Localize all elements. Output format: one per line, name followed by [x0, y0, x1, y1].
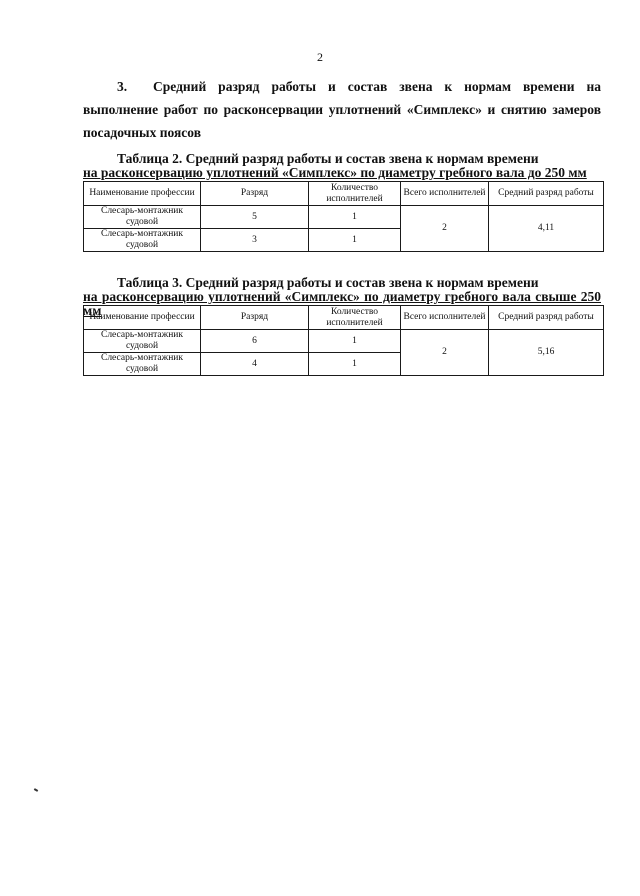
- cell-profession: Слесарь-монтажник судовой: [84, 206, 201, 229]
- cell-rank: 4: [201, 353, 309, 376]
- cell-total: 2: [401, 206, 489, 252]
- cell-count: 1: [309, 206, 401, 229]
- header-count: Количество исполнителей: [309, 306, 401, 330]
- table-2-caption: [83, 152, 601, 180]
- scan-speck: [34, 788, 38, 792]
- header-count: Количество исполнителей: [309, 182, 401, 206]
- table-row: [84, 330, 604, 353]
- cell-count: 1: [309, 229, 401, 252]
- header-rank: Разряд: [201, 306, 309, 330]
- table-2-caption-line2: на расконсервацию уплотнений «Симплекс» по диаметру гребного вала до 250 мм: [83, 165, 587, 180]
- header-rank: Разряд: [201, 182, 309, 206]
- header-profession: Наименование профессии: [84, 306, 201, 330]
- header-total: Всего исполнителей: [401, 182, 489, 206]
- table-3-caption-line1: Таблица 3. Средний разряд работы и состав звена к нормам времени: [117, 275, 539, 290]
- section-number: 3.: [117, 79, 128, 94]
- cell-average: 5,16: [489, 330, 604, 376]
- section-heading: [83, 75, 601, 144]
- table-header-row: [84, 306, 604, 330]
- section-title: Средний разряд работы и состав звена к нормам времени на выполнение работ по расконсервации уплотнений «Симплекс» и снятию замеров посадочных поясов: [83, 79, 601, 140]
- table-2-caption-line1: Таблица 2. Средний разряд работы и состав звена к нормам времени: [117, 151, 539, 166]
- cell-total: 2: [401, 330, 489, 376]
- cell-count: 1: [309, 330, 401, 353]
- table-header-row: [84, 182, 604, 206]
- table-3: [83, 305, 604, 376]
- cell-rank: 3: [201, 229, 309, 252]
- header-average: Средний разряд работы: [489, 306, 604, 330]
- page-number: 2: [317, 50, 323, 64]
- cell-rank: 6: [201, 330, 309, 353]
- header-total: Всего исполнителей: [401, 306, 489, 330]
- header-profession: Наименование профессии: [84, 182, 201, 206]
- table-3-caption-line2: на расконсервацию уплотнений «Симплекс» по диаметру гребного вала свыше 250 мм: [83, 289, 601, 318]
- cell-profession: Слесарь-монтажник судовой: [84, 330, 201, 353]
- cell-average: 4,11: [489, 206, 604, 252]
- cell-rank: 5: [201, 206, 309, 229]
- cell-profession: Слесарь-монтажник судовой: [84, 229, 201, 252]
- cell-profession: Слесарь-монтажник судовой: [84, 353, 201, 376]
- table-2: [83, 181, 604, 252]
- table-row: [84, 206, 604, 229]
- header-average: Средний разряд работы: [489, 182, 604, 206]
- cell-count: 1: [309, 353, 401, 376]
